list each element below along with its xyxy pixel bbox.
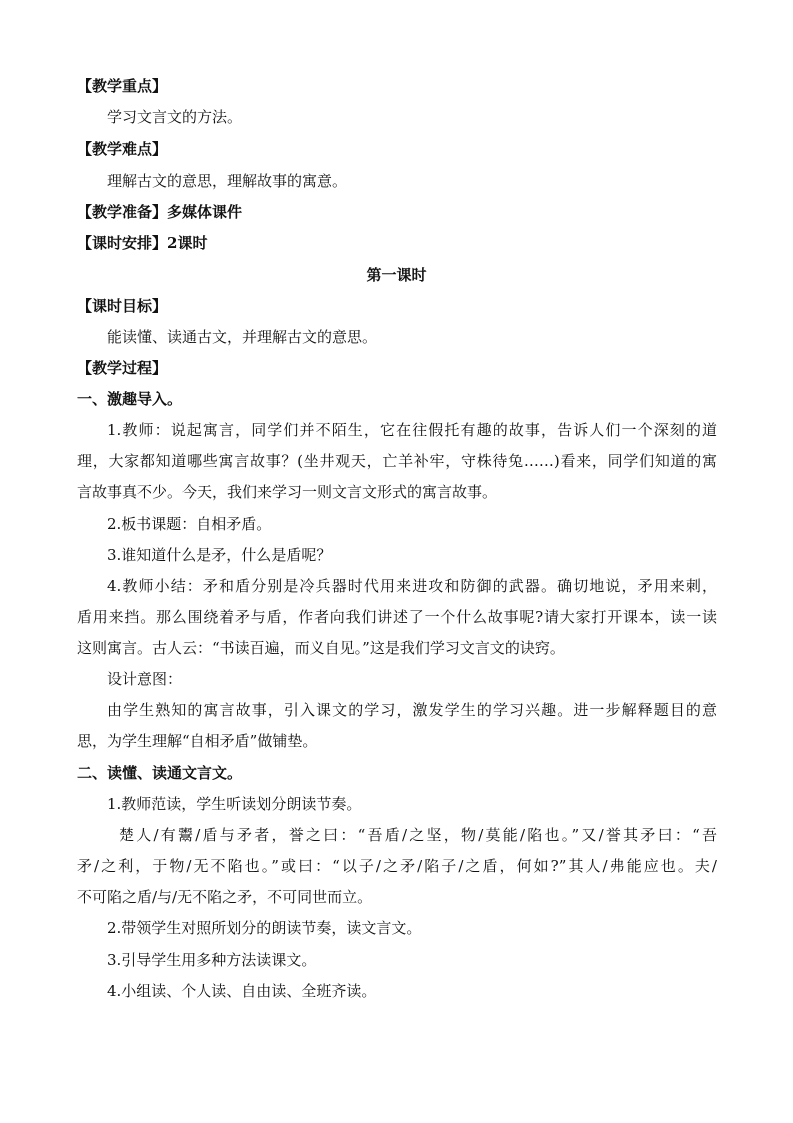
section-heading-introduction: 一、激趣导入。 [77, 390, 183, 408]
heading-teaching-process: 【教学过程】 [77, 359, 168, 377]
heading-teaching-difficulty: 【教学难点】 [77, 140, 168, 158]
paragraph-step1-line3: 言故事真不少。今天，我们来学习一则文言文形式的寓言故事。 [77, 483, 498, 501]
paragraph-step4-line2: 盾用来挡。那么围绕着矛与盾，作者向我们讲述了一个什么故事呢?请大家打开课本，读一读 [77, 608, 717, 626]
design-intent-line2: 思，为学生理解“自相矛盾”做铺垫。 [77, 732, 318, 750]
paragraph-teaching-difficulty: 理解古文的意思，理解故事的寓意。 [107, 172, 348, 190]
paragraph-step4-line3: 这则寓言。古人云：“书读百遍，而义自见。”这是我们学习文言文的诀窍。 [77, 639, 565, 657]
paragraph-step1-line1: 1.教师：说起寓言，同学们并不陌生，它在往假托有趣的故事，告诉人们一个深刻的道 [107, 421, 717, 439]
paragraph-lesson-objective: 能读懂、读通古文，并理解古文的意思。 [107, 328, 378, 346]
paragraph-reading-step3: 3.引导学生用多种方法读课文。 [107, 951, 317, 969]
design-intent-line1: 由学生熟知的寓言故事，引入课文的学习，激发学生的学习兴趣。进一步解释题目的意 [107, 701, 717, 719]
section-title-first-lesson: 第一课时 [366, 266, 427, 284]
section-heading-reading: 二、读懂、读通文言文。 [77, 764, 243, 782]
paragraph-teaching-focus: 学习文言文的方法。 [107, 108, 243, 126]
design-intent-label: 设计意图： [107, 670, 183, 688]
paragraph-step1-line2: 理，大家都知道哪些寓言故事？(坐井观天，亡羊补牢，守株待兔……)看来，同学们知道的寓 [77, 452, 717, 470]
paragraph-step4-line1: 4.教师小结：矛和盾分别是冷兵器时代用来进攻和防御的武器。确切地说，矛用来刺， [107, 577, 717, 595]
paragraph-step3: 3.谁知道什么是矛，什么是盾呢？ [107, 546, 332, 564]
paragraph-step2: 2.板书课题：自相矛盾。 [107, 515, 272, 533]
paragraph-reading-step4: 4.小组读、个人读、自由读、全班齐读。 [107, 982, 377, 1000]
paragraph-reading-step1: 1.教师范读，学生听读划分朗读节奏。 [107, 795, 362, 813]
heading-lesson-objective: 【课时目标】 [77, 297, 168, 315]
heading-teaching-preparation: 【教学准备】多媒体课件 [77, 203, 243, 221]
classical-text-line2: 矛/之利，于物/无不陷也。”或曰：“以子/之矛/陷子/之盾，何如?”其人/弗能应也。夫/ [77, 857, 717, 875]
heading-lesson-arrangement: 【课时安排】2课时 [77, 234, 208, 252]
classical-text-line3: 不可陷之盾/与/无不陷之矛，不可同世而立。 [77, 888, 373, 906]
heading-teaching-focus: 【教学重点】 [77, 77, 168, 95]
paragraph-reading-step2: 2.带领学生对照所划分的朗读节奏，读文言文。 [107, 919, 422, 937]
classical-text-line1: 楚人/有鬻/盾与矛者，誉之曰：“吾盾/之坚，物/莫能/陷也。”又/誉其矛曰：“吾 [119, 826, 717, 844]
